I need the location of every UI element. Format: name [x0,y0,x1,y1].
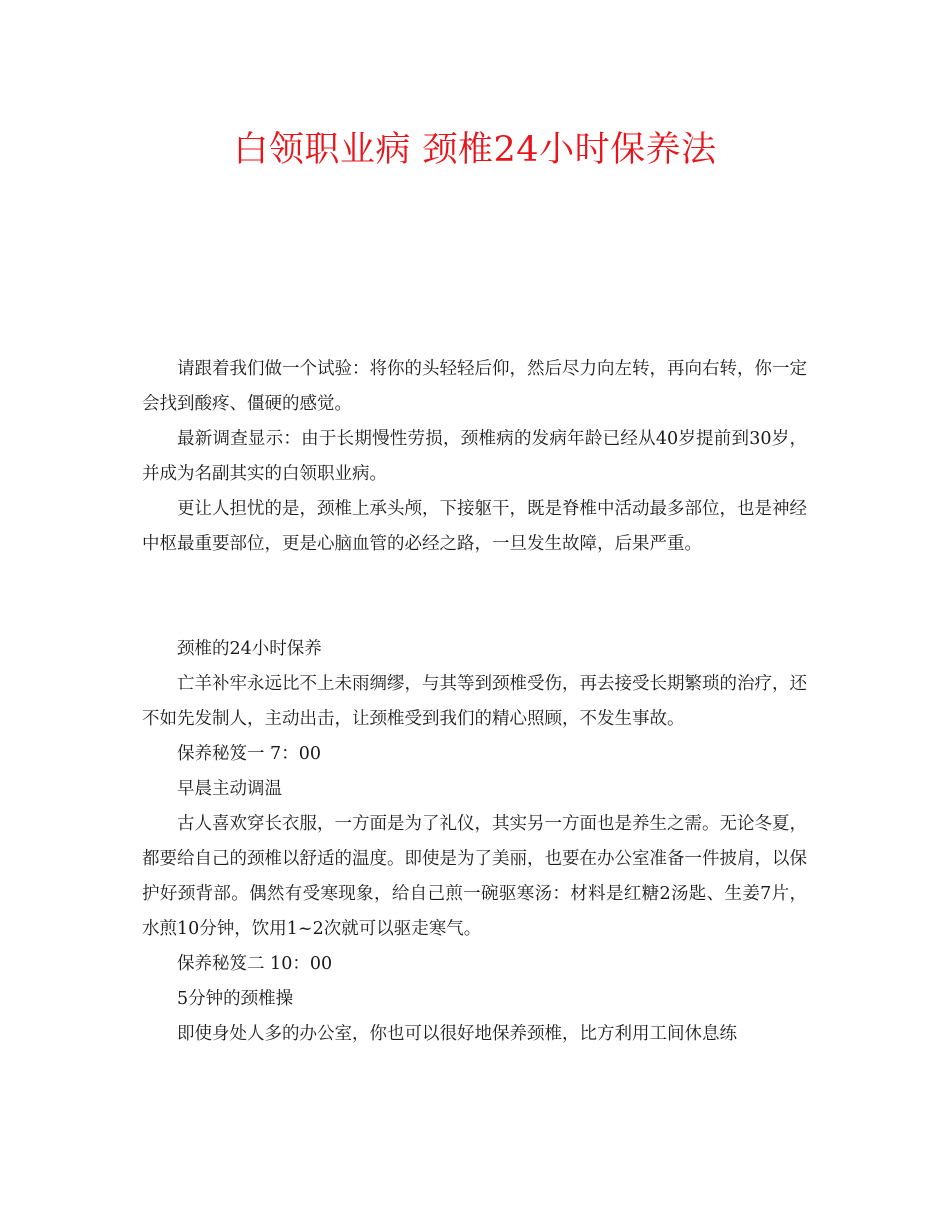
section-heading: 颈椎的24小时保养 [177,639,322,659]
document-title: 白领职业病 颈椎24小时保养法 [233,130,717,170]
tip-subheading: 5分钟的颈椎操 [177,989,294,1009]
body-paragraph: 亡羊补牢永远比不上未雨绸缪，与其等到颈椎受伤，再去接受长期繁琐的治疗，还不如先发制人，主动出击，让颈椎受到我们的精心照顾，不发生事故。 [142,674,807,729]
tip-heading: 保养秘笈二 10：00 [177,954,333,974]
document-body [142,352,807,1052]
intro-paragraph: 更让人担忧的是，颈椎上承头颅，下接躯干，既是脊椎中活动最多部位，也是神经中枢最重要部位，更是心脑血管的必经之路，一旦发生故障，后果严重。 [142,499,807,554]
paragraph-gap [142,562,807,632]
intro-paragraph: 请跟着我们做一个试验：将你的头轻轻后仰，然后尽力向左转，再向右转，你一定会找到酸疼、僵硬的感觉。 [142,359,807,414]
body-paragraph: 古人喜欢穿长衣服，一方面是为了礼仪，其实另一方面也是养生之需。无论冬夏，都要给自己的颈椎以舒适的温度。即使是为了美丽，也要在办公室准备一件披肩，以保护好颈背部。偶然有受寒现象，给自己煎一碗驱寒汤：材料是红糖2汤匙、生姜7片，水煎10分钟，饮用1~2次就可以驱走寒气。 [142,814,807,939]
tip-subheading: 早晨主动调温 [177,779,282,799]
intro-paragraph: 最新调查显示：由于长期慢性劳损，颈椎病的发病年龄已经从40岁提前到30岁，并成为名副其实的白领职业病。 [142,429,807,484]
tip-heading: 保养秘笈一 7：00 [177,744,321,764]
body-paragraph: 即使身处人多的办公室，你也可以很好地保养颈椎，比方利用工间休息练 [177,1024,737,1044]
